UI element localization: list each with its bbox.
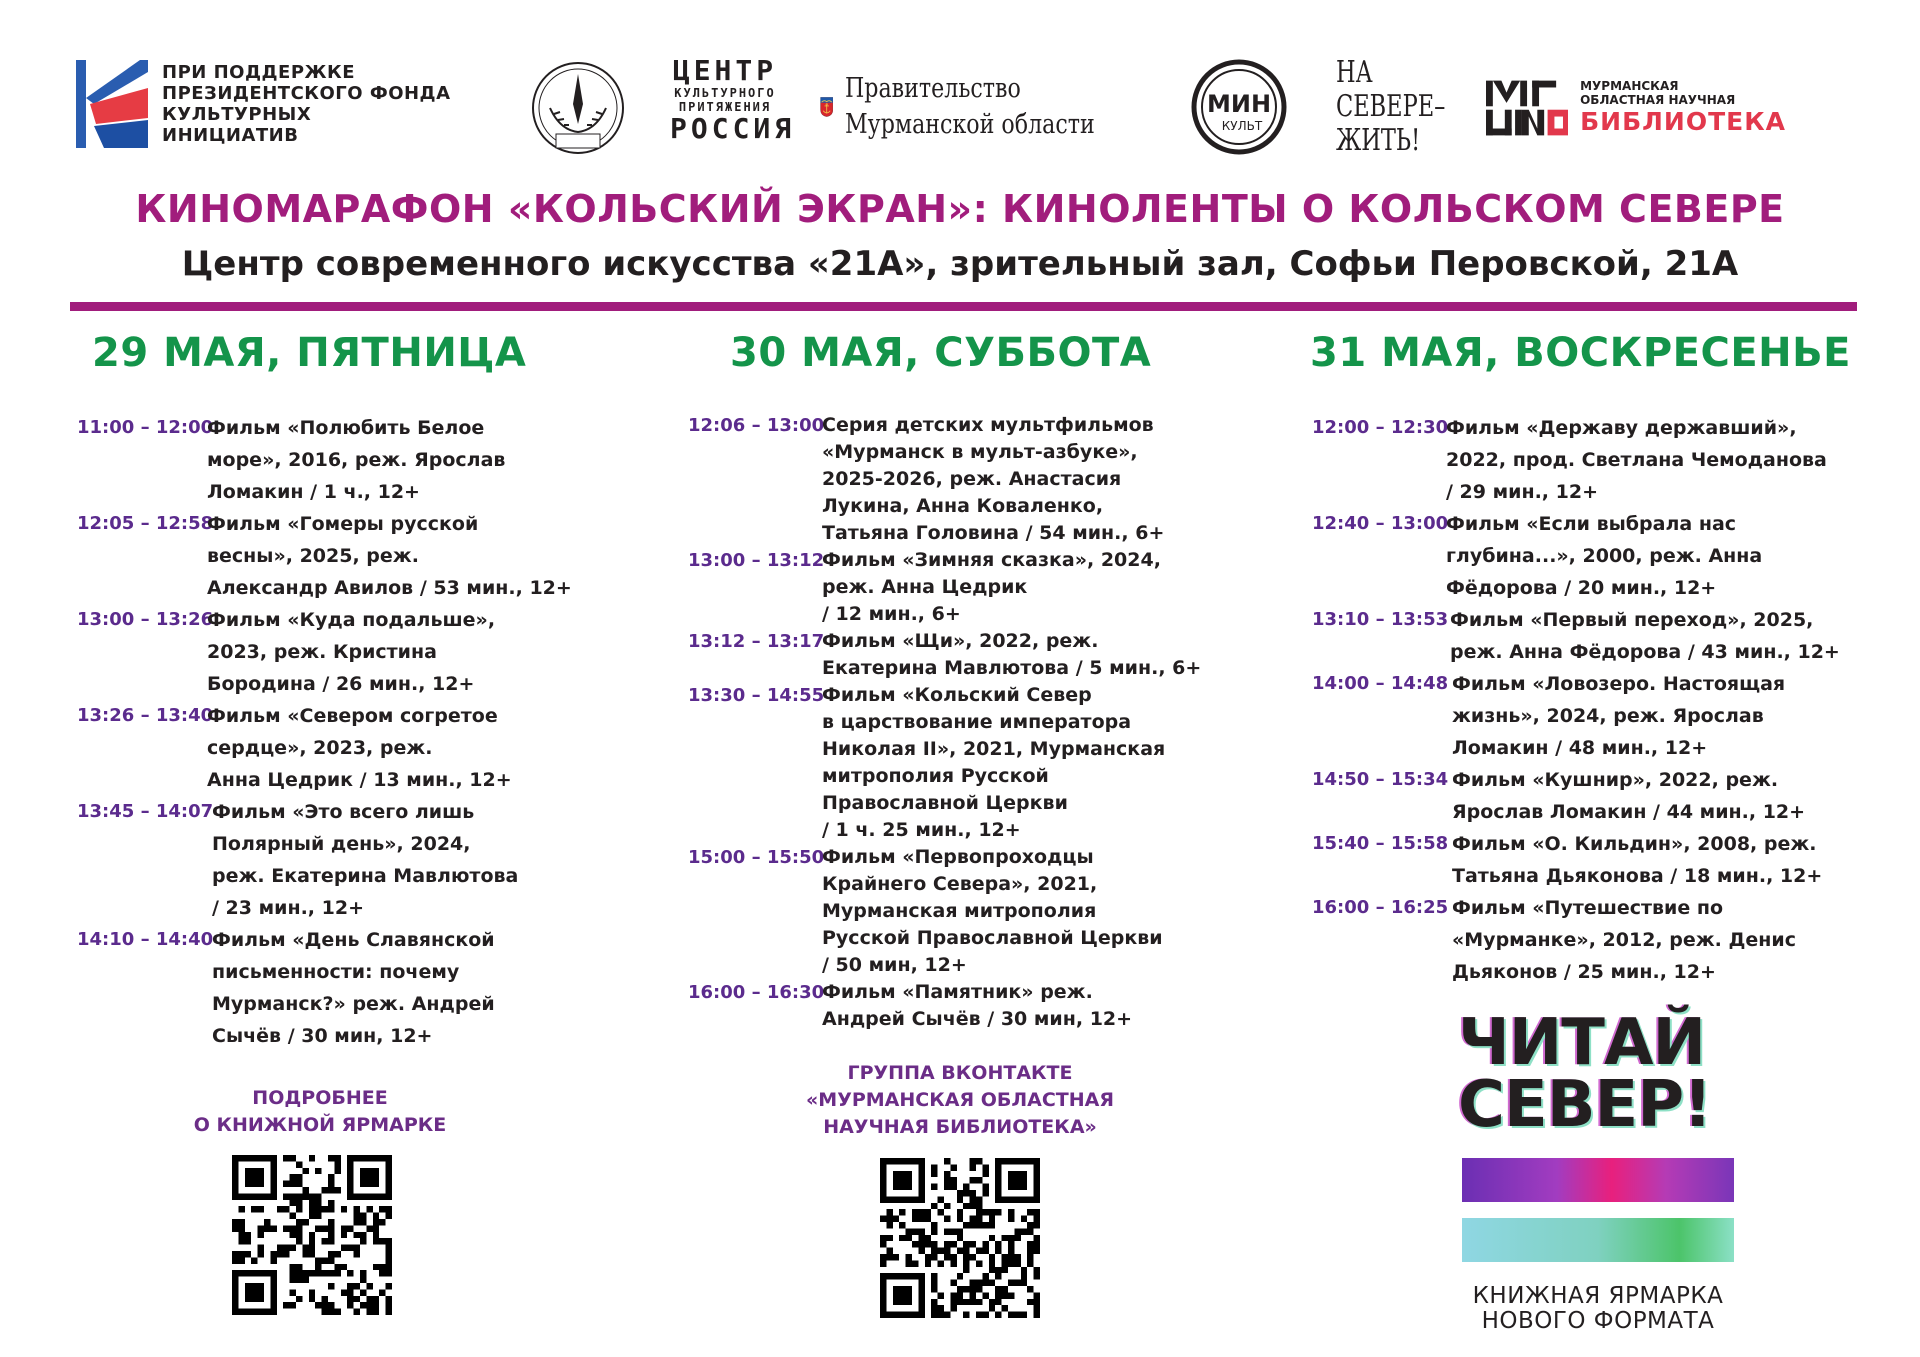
entry-description [822,682,1165,844]
entry-time: 13:00 – 13:12 [688,550,825,571]
qr-fair-label-line: О КНИЖНОЙ ЯРМАРКЕ [193,1114,447,1136]
gradient-bar-green [1462,1218,1734,1262]
entry-line: Фильм «Гомеры русской [207,513,479,535]
entry-time: 13:00 – 13:26 [77,609,214,630]
schedule-day-3 [1312,412,1872,988]
entry-line: / 1 ч. 25 мин., 12+ [822,819,1021,841]
pfki-line: ПРЕЗИДЕНТСКОГО ФОНДА [162,82,451,104]
chitay-sever-line: СЕВЕР! [1458,1068,1712,1142]
entry-line: / 50 мин, 12+ [822,954,967,976]
entry-line: 2023, реж. Кристина [207,641,437,663]
entry-line: море», 2016, реж. Ярослав [207,449,506,471]
schedule-entry [77,412,597,508]
qr-code-vk[interactable] [880,1158,1040,1318]
entry-time: 12:00 – 12:30 [1312,417,1449,438]
schedule-entry [1312,508,1872,604]
entry-description [1446,412,1827,508]
na-severe-line: ЖИТЬ! [1336,123,1421,158]
entry-line: Ярослав Ломакин / 44 мин., 12+ [1452,801,1806,823]
entry-line: / 23 мин., 12+ [212,897,364,919]
entry-line: Мурманск?» реж. Андрей [212,993,495,1015]
entry-line: митрополия Русской [822,765,1049,787]
entry-line: Русской Православной Церкви [822,927,1163,949]
entry-description [1446,508,1762,604]
gov-line: Правительство [845,73,1022,104]
entry-line: Полярный день», 2024, [212,833,471,855]
entry-line: Дьяконов / 25 мин., 12+ [1452,961,1716,983]
pfki-logo [74,56,454,151]
entry-time: 14:00 – 14:48 [1312,673,1449,694]
entry-description [1452,828,1822,892]
entry-line: Фильм «Путешествие по [1452,897,1724,919]
schedule-entry [1312,764,1872,828]
day-heading-31: 31 МАЯ, ВОСКРЕСЕНЬЕ [1310,330,1851,376]
qr-vk-label-line: «МУРМАНСКАЯ ОБЛАСТНАЯ [806,1089,1114,1111]
entry-description [212,796,518,924]
minkult-logo [1190,58,1288,156]
entry-line: Фильм «Ловозеро. Настоящая [1452,673,1786,695]
entry-description [1452,668,1785,764]
entry-time: 15:40 – 15:58 [1312,833,1449,854]
chitay-sever-logo [1458,1006,1758,1334]
entry-line: Александр Авилов / 53 мин., 12+ [207,577,572,599]
entry-line: / 12 мин., 6+ [822,603,961,625]
na-severe-zhit-logo [1336,55,1446,160]
entry-line: Фильм «О. Кильдин», 2008, реж. [1452,833,1817,855]
entry-line: Фильм «Зимняя сказка», 2024, [822,549,1161,571]
entry-description [822,628,1201,682]
schedule-entry [1312,828,1872,892]
entry-line: Сычёв / 30 мин, 12+ [212,1025,433,1047]
entry-time: 15:00 – 15:50 [688,847,825,868]
schedule-entry [77,796,597,924]
qr-code-fair[interactable] [232,1155,392,1315]
entry-time: 16:00 – 16:25 [1312,897,1449,918]
library-caption-small: МУРМАНСКАЯ [1580,79,1679,93]
day-heading-30: 30 МАЯ, СУББОТА [730,330,1152,376]
entry-description [1450,604,1840,668]
entry-line: Фильм «Кольский Север [822,684,1092,706]
entry-line: «Мурманке», 2012, реж. Денис [1452,929,1796,951]
schedule-entry [688,412,1208,547]
schedule-entry [688,682,1208,844]
entry-description [207,700,512,796]
schedule-entry [1312,668,1872,764]
entry-description [822,979,1132,1033]
qr-fair-label-line: ПОДРОБНЕЕ [252,1087,388,1109]
entry-description [822,547,1161,628]
pfki-line: КУЛЬТУРНЫХ ИНИЦИАТИВ [162,103,312,146]
entry-line: реж. Анна Фёдорова / 43 мин., 12+ [1450,641,1840,663]
chitay-sub-line: КНИЖНАЯ ЯРМАРКА [1472,1283,1724,1309]
entry-time: 16:00 – 16:30 [688,982,825,1003]
entry-description [207,508,572,604]
schedule-entry [77,508,597,604]
entry-line: Серия детских мультфильмов [822,414,1154,436]
entry-time: 13:45 – 14:07 [77,801,214,822]
entry-line: Татьяна Головина / 54 мин., 6+ [822,522,1165,544]
minkult-bottom: КУЛЬТ [1221,119,1263,133]
entry-line: в царствование императора [822,711,1132,733]
qr-vk-label-line: ГРУППА ВКОНТАКТЕ [847,1062,1073,1084]
chitay-sever-line: ЧИТАЙ [1458,1006,1706,1080]
qr-vk-label-line: НАУЧНАЯ БИБЛИОТЕКА» [823,1116,1097,1138]
schedule-entry [77,924,597,1052]
entry-line: Фёдорова / 20 мин., 12+ [1446,577,1717,599]
library-caption-small: ОБЛАСТНАЯ НАУЧНАЯ [1580,93,1736,107]
entry-line: Фильм «Державу державший», [1446,417,1797,439]
entry-description [207,604,495,700]
library-logo [1486,74,1786,142]
day-heading-29: 29 МАЯ, ПЯТНИЦА [92,330,527,376]
entry-line: Николая II», 2021, Мурманская [822,738,1166,760]
chitay-sever-title [1458,1006,1758,1142]
library-monogram-icon [1486,76,1568,140]
entry-time: 12:06 – 13:00 [688,415,825,436]
na-severe-line: СЕВЕРЕ– [1336,89,1446,124]
schedule-entry [1312,604,1872,668]
schedule-entry [1312,412,1872,508]
entry-time: 13:26 – 13:40 [77,705,214,726]
entry-line: Мурманская митрополия [822,900,1097,922]
entry-line: Лукина, Анна Коваленко, [822,495,1104,517]
schedule-day-2 [688,412,1208,1033]
entry-line: Фильм «День Славянской [212,929,495,951]
chitay-sever-subtitle [1458,1284,1738,1334]
entry-line: глубина...», 2000, реж. Анна [1446,545,1763,567]
entry-line: Фильм «Полюбить Белое [207,417,485,439]
entry-time: 13:10 – 13:53 [1312,609,1449,630]
pfki-caption [162,62,454,146]
schedule-entry [688,547,1208,628]
entry-time: 11:00 – 12:00 [77,417,214,438]
entry-description [822,412,1164,547]
entry-line: Фильм «Кушнир», 2022, реж. [1452,769,1779,791]
entry-line: Фильм «Это всего лишь [212,801,475,823]
entry-line: Фильм «Севером согретое [207,705,498,727]
divider-rule [70,302,1857,311]
entry-line: «Мурманск в мульт-азбуке», [822,441,1138,463]
schedule-entry [1312,892,1872,988]
entry-line: Андрей Сычёв / 30 мин, 12+ [822,1008,1133,1030]
entry-time: 13:30 – 14:55 [688,685,825,706]
library-caption [1580,79,1786,137]
schedule-entry [77,700,597,796]
entry-line: Фильм «Первопроходцы [822,846,1094,868]
gradient-bar-purple [1462,1158,1734,1202]
government-caption [845,71,1095,143]
entry-time: 12:05 – 12:58 [77,513,214,534]
schedule-entry [688,979,1208,1033]
entry-line: реж. Анна Цедрик [822,576,1028,598]
centr-word: ПРИТЯЖЕНИЯ [678,100,772,114]
pfki-mark-icon [74,58,148,150]
writers-union-emblem-icon [530,60,626,156]
library-caption-big: БИБЛИОТЕКА [1580,107,1786,136]
pfki-line: ПРИ ПОДДЕРЖКЕ [162,61,356,83]
entry-line: Фильм «Если выбрала нас [1446,513,1737,535]
centr-word: КУЛЬТУРНОГО [674,86,776,100]
qr-fair-label [180,1085,460,1139]
entry-line: письменности: почему [212,961,460,983]
schedule-entry [688,628,1208,682]
entry-line: сердце», 2023, реж. [207,737,433,759]
schedule-day-1 [77,412,597,1052]
entry-line: Православной Церкви [822,792,1068,814]
page-title: КИНОМАРАФОН «КОЛЬСКИЙ ЭКРАН»: КИНОЛЕНТЫ О КОЛЬСКОМ СЕВЕРЕ [135,187,1785,231]
entry-line: / 29 мин., 12+ [1446,481,1598,503]
entry-line: Фильм «Куда подальше», [207,609,496,631]
entry-line: 2022, прод. Светлана Чемоданова [1446,449,1827,471]
gov-line: Мурманской области [845,109,1096,140]
entry-line: Ломакин / 48 мин., 12+ [1452,737,1708,759]
entry-line: Крайнего Севера», 2021, [822,873,1098,895]
centr-word: ЦЕНТР [672,54,778,87]
entry-line: Фильм «Первый переход», 2025, [1450,609,1814,631]
venue-subtitle: Центр современного искусства «21А», зрительный зал, Софьи Перовской, 21А [181,244,1739,284]
entry-line: Екатерина Мавлютова / 5 мин., 6+ [822,657,1202,679]
entry-description [1452,892,1796,988]
entry-line: Татьяна Дьяконова / 18 мин., 12+ [1452,865,1823,887]
entry-description [1452,764,1805,828]
schedule-entry [688,844,1208,979]
entry-line: 2025-2026, реж. Анастасия [822,468,1122,490]
na-severe-line: НА [1336,55,1373,90]
entry-time: 12:40 – 13:00 [1312,513,1449,534]
entry-description [207,412,505,508]
entry-line: Бородина / 26 мин., 12+ [207,673,475,695]
centr-logo [670,54,796,156]
entry-time: 14:50 – 15:34 [1312,769,1449,790]
entry-description [212,924,495,1052]
qr-vk-label [790,1060,1130,1141]
entry-line: реж. Екатерина Мавлютова [212,865,519,887]
entry-description [822,844,1163,979]
schedule-entry [77,604,597,700]
entry-line: Фильм «Щи», 2022, реж. [822,630,1099,652]
entry-time: 14:10 – 14:40 [77,929,214,950]
entry-line: жизнь», 2024, реж. Ярослав [1452,705,1764,727]
government-logo [820,62,1150,152]
centr-word: РОССИЯ [670,112,796,145]
writers-union-logo [530,60,626,156]
entry-line: Фильм «Памятник» реж. [822,981,1093,1003]
entry-line: Ломакин / 1 ч., 12+ [207,481,420,503]
murmansk-coat-of-arms-icon [820,69,833,145]
entry-line: весны», 2025, реж. [207,545,419,567]
entry-line: Анна Цедрик / 13 мин., 12+ [207,769,512,791]
minkult-top: МИН [1206,90,1272,118]
chitay-sub-line: НОВОГО ФОРМАТА [1481,1308,1715,1334]
entry-time: 13:12 – 13:17 [688,631,825,652]
